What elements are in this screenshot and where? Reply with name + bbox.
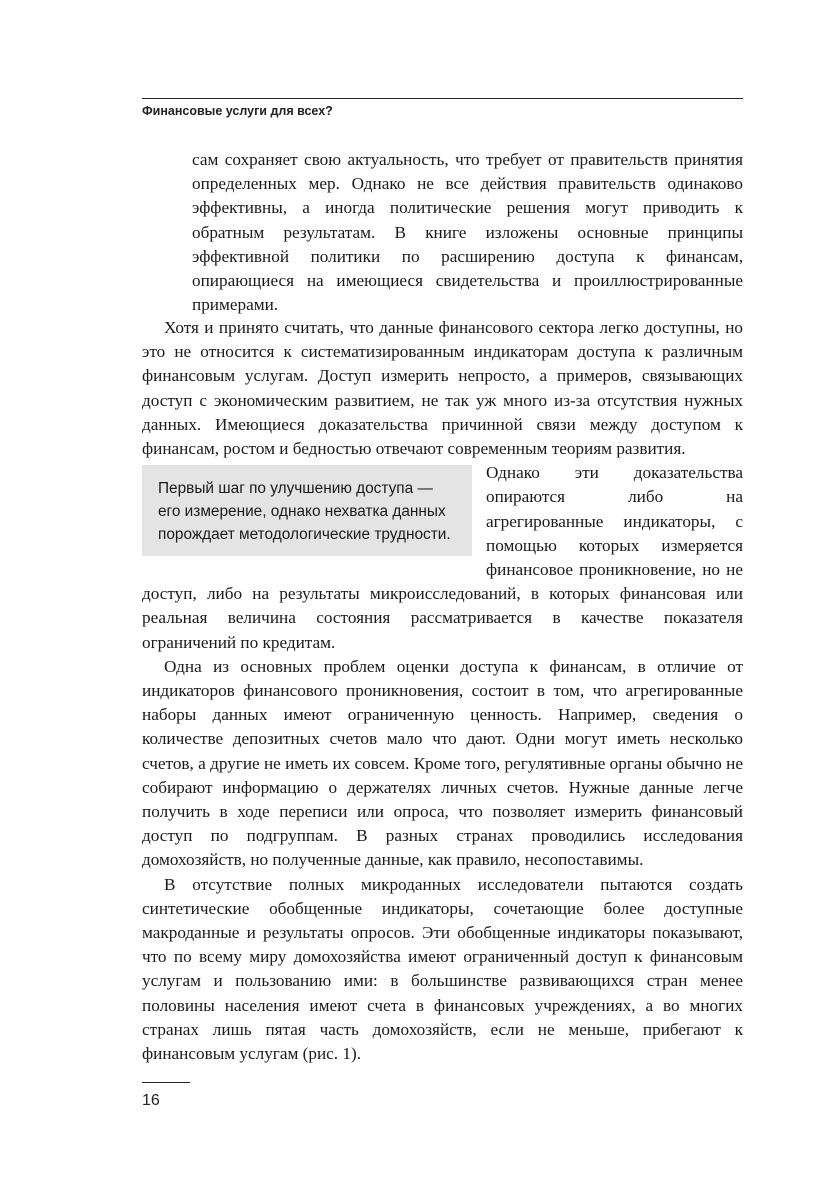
paragraph-1a: Хотя и принято считать, что данные финансового сектора легко доступны, но это не относится к систематизированным индикаторам доступа к различным финансовым услугам. Доступ измерить непросто, а примеров, связывающих доступ с экономическим развитием, не так уж много из-за отсутствия нужных данных. Имеющиеся доказательства причинной связи между доступом к финансам, ростом и бедностью отвечают современным теориям развития. [142,318,743,459]
main-text [142,316,743,1066]
intro-paragraph: сам сохраняет свою актуальность, что требует от правительств принятия определенных мер. Однако не все действия правительств одинаково эффективны, а иногда политические решения могут приводить к обратным результатам. В книге изложены основные принципы эффективной политики по расширению доступа к финансам, опирающиеся на имеющиеся свидетельства и проиллюстрированные примерами. [192,150,743,315]
page-number: 16 [142,1092,160,1109]
paragraph-2: Одна из основных проблем оценки доступа к финансам, в отличие от индикаторов финансового проникновения, состоит в том, что агрегированные наборы данных имеют ограниченную ценность. Например, сведения о количестве депозитных счетов мало что дают. Одни могут иметь несколько счетов, а другие не иметь их совсем. Кроме того, регулятивные органы обычно не собирают информацию о держателях личных счетов. Нужные данные легче получить в ходе переписи или опроса, что позволяет измерить финансовый доступ по подгруппам. В разных странах проводились исследования домохозяйств, но полученные данные, как правило, несопоставимы. [142,656,743,870]
paragraph-3: В отсутствие полных микроданных исследователи пытаются создать синтетические обобщенные индикаторы, сочетающие более доступные макроданные и результаты опросов. Эти обобщенные индикаторы показывают, что по всему миру домохозяйства имеют ограниченный доступ к финансовым услугам и пользованию ими: в большинстве развивающихся стран менее половины населения имеют счета в финансовых учреждениях, а во многих странах лишь пятая часть домохозяйств, если не меньше, прибегают к финансовым услугам (рис. 1). [142,874,743,1064]
footer-rule [142,1082,190,1083]
paragraph-1b: Однако эти доказательства опираются либо на агрегированные индикаторы, с помощью которых измеряется финансовое проникновение, но не доступ, либо на результаты микроисследований, в которых финансовая или реальная величина состояния рассматривается в качестве показателя ограничений по кредитам. [142,463,743,652]
callout-wrap [142,461,743,655]
pull-quote: Первый шаг по улучшению доступа — его измерение, однако нехватка данных порождает методологические трудности. [142,465,472,556]
header-rule [142,98,743,99]
running-title: Финансовые услуги для всех? [142,104,333,118]
